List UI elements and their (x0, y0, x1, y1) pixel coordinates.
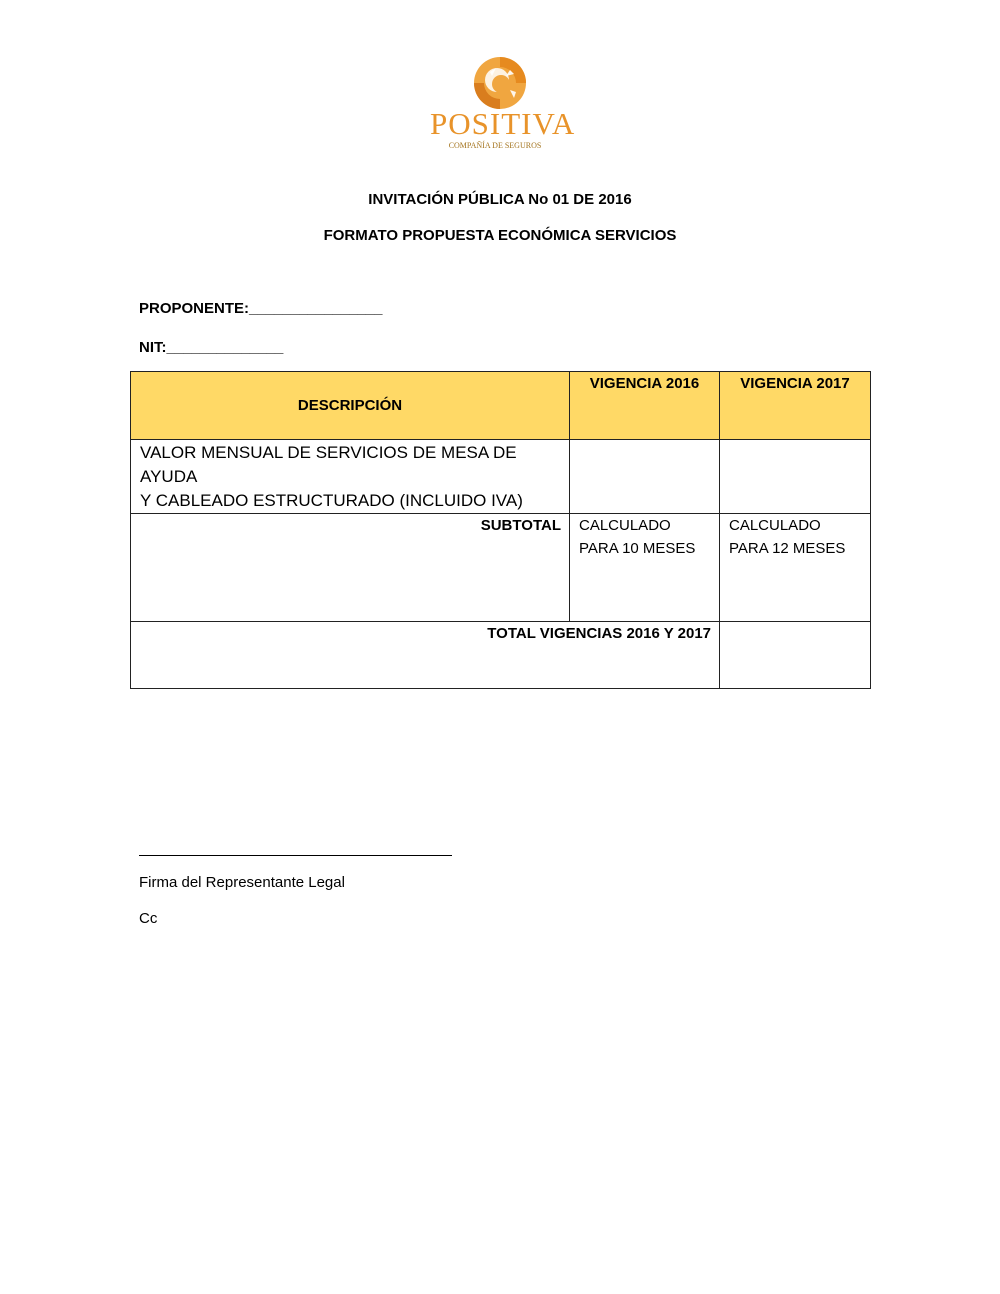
subtotal-2016-line2: PARA 10 MESES (579, 540, 696, 557)
item-vigencia-2016-value (570, 440, 720, 514)
item-description-cell (131, 440, 570, 514)
subtotal-2016-line1: CALCULADO (579, 517, 671, 534)
document-title: INVITACIÓN PÚBLICA No 01 DE 2016 (368, 191, 632, 208)
subtotal-vigencia-2017 (720, 514, 871, 622)
subtotal-label: SUBTOTAL (131, 514, 570, 622)
logo-brand-text: POSITIVA (430, 106, 576, 141)
table-row (131, 440, 871, 514)
subtotal-2017-line1: CALCULADO (729, 517, 821, 534)
subtotal-row (131, 514, 871, 622)
company-logo (430, 56, 576, 156)
nit-field: NIT:______________ (139, 339, 284, 356)
item-description-line1: VALOR MENSUAL DE SERVICIOS DE MESA DE AYUDA (140, 443, 517, 486)
document-subtitle: FORMATO PROPUESTA ECONÓMICA SERVICIOS (323, 227, 677, 244)
sun-emblem-icon (430, 56, 570, 112)
subtotal-2017-line2: PARA 12 MESES (729, 540, 846, 557)
signature-line (139, 855, 452, 856)
header-vigencia-2017: VIGENCIA 2017 (720, 372, 871, 440)
item-description-line2: Y CABLEADO ESTRUCTURADO (INCLUIDO IVA) (140, 491, 523, 510)
table-header-row (131, 372, 871, 440)
signature-label: Firma del Representante Legal (139, 874, 345, 891)
header-vigencia-2016: VIGENCIA 2016 (570, 372, 720, 440)
subtotal-vigencia-2016 (570, 514, 720, 622)
cc-label: Cc (139, 910, 158, 927)
economic-proposal-table (130, 371, 871, 689)
item-vigencia-2017-value (720, 440, 871, 514)
total-value (720, 622, 871, 689)
logo-tagline: COMPAÑÍA DE SEGUROS (448, 141, 542, 150)
header-description: DESCRIPCIÓN (131, 372, 570, 440)
total-label: TOTAL VIGENCIAS 2016 Y 2017 (131, 622, 720, 689)
proponente-field: PROPONENTE:________________ (139, 300, 383, 317)
total-row (131, 622, 871, 689)
